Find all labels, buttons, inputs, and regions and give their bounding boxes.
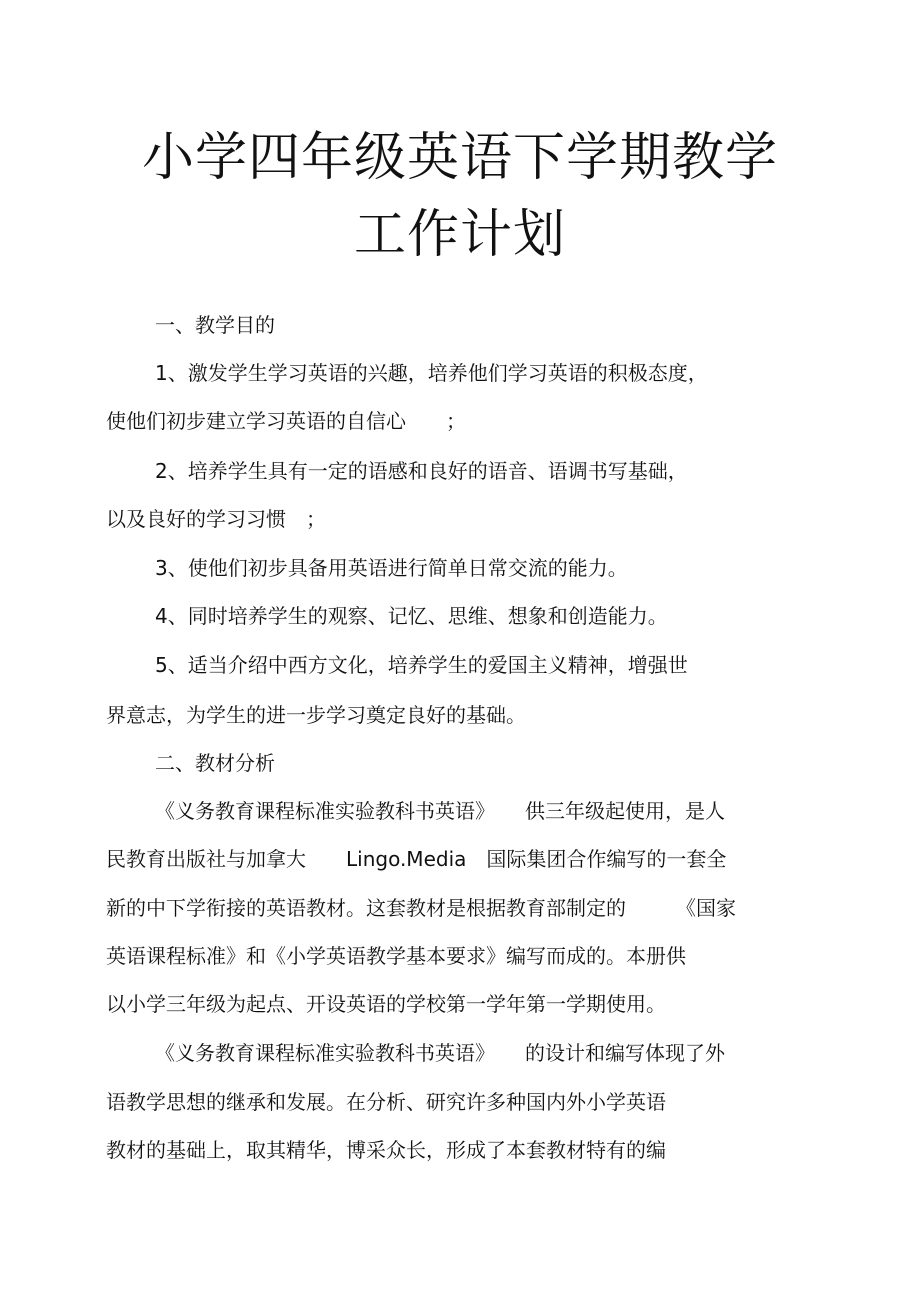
paragraph-line: 以小学三年级为起点、开设英语的学校第一学年第一学期使用。	[106, 992, 666, 1016]
paragraph-line: 《义务教育课程标准实验教科书英语》 的设计和编写体现了外	[155, 1041, 725, 1065]
paragraph-line: 语教学思想的继承和发展。在分析、研究许多种国内外小学英语	[106, 1090, 666, 1114]
paragraph-line: 民教育出版社与加拿大 Lingo.Media 国际集团合作编写的一套全	[106, 847, 727, 871]
document-title-line-1: 小学四年级英语下学期教学	[141, 128, 778, 188]
paragraph-line: 3、使他们初步具备用英语进行简单日常交流的能力。	[155, 556, 628, 580]
paragraph-line: 5、适当介绍中西方文化，培养学生的爱国主义精神，增强世	[155, 653, 688, 677]
section-heading-teaching-goals: 一、教学目的	[155, 313, 275, 337]
paragraph-line: 《义务教育课程标准实验教科书英语》 供三年级起使用，是人	[155, 799, 725, 823]
paragraph-line: 使他们初步建立学习英语的自信心 ；	[106, 409, 466, 433]
paragraph-line: 以及良好的学习习惯 ；	[106, 507, 326, 531]
document-title-line-2: 工作计划	[353, 205, 566, 265]
paragraph-line: 新的中下学衔接的英语教材。这套教材是根据教育部制定的 《国家	[106, 896, 736, 920]
paragraph-line: 2、培养学生具有一定的语感和良好的语音、语调书写基础，	[155, 459, 688, 483]
paragraph-line: 教材的基础上，取其精华，博采众长，形成了本套教材特有的编	[106, 1138, 666, 1162]
paragraph-line: 界意志，为学生的进一步学习奠定良好的基础。	[106, 703, 526, 727]
paragraph-line: 1、激发学生学习英语的兴趣，培养他们学习英语的积极态度，	[155, 361, 708, 385]
paragraph-line: 英语课程标准》和《小学英语教学基本要求》编写而成的。本册供	[106, 944, 686, 968]
paragraph-line: 4、同时培养学生的观察、记忆、思维、想象和创造能力。	[155, 604, 668, 628]
section-heading-material-analysis: 二、教材分析	[155, 751, 275, 775]
